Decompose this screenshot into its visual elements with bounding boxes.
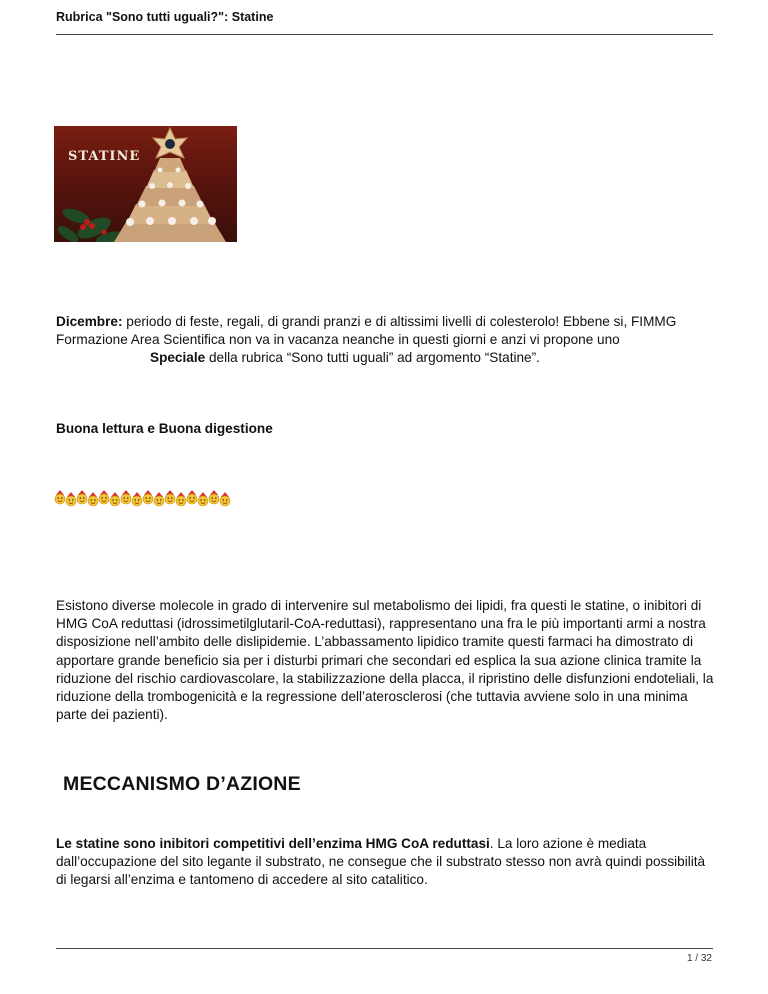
footer-divider (56, 948, 713, 949)
smiley-face-icon (88, 492, 98, 506)
header-divider (56, 34, 713, 35)
section-lead: Le statine sono inibitori competitivi dell’enzima HMG CoA reduttasi (56, 836, 490, 851)
section-heading: MECCANISMO D’AZIONE (63, 773, 301, 795)
intro-lead: Dicembre: (56, 314, 123, 329)
smiley-face-icon (187, 490, 197, 504)
smiley-row (54, 490, 232, 508)
smiley-face-icon (165, 490, 175, 504)
smiley-face-icon (99, 490, 109, 504)
smiley-face-icon (77, 490, 87, 504)
smiley-face-icon (55, 490, 65, 504)
smiley-face-icon (198, 492, 208, 506)
intro-paragraph (56, 313, 716, 368)
smiley-face-icon (143, 490, 153, 504)
smiley-face-icon (176, 492, 186, 506)
body-paragraph: Esistono diverse molecole in grado di intervenire sul metabolismo dei lipidi, fra questi le statine, o inibitori di HMG CoA reduttasi (idrossimetilglutaril-CoA-reduttasi), rappresentano una fra le più importanti armi a nostra disposizione nell’ambito delle dislipidemie. L’abbassamento lipidico tramite questi farmaci ha dimostrato di apportare grande beneficio sia per i disturbi primari che secondari ed esplica la sua azione clinica tramite la riduzione del rischio cardiovascolare, la stabilizzazione della placca, il ripristino delle disfunzioni endoteliali, la riduzione della trombogenicità e la regressione dell’aterosclerosi (che tuttavia avviene solo in una minima parte dei pazienti). (56, 598, 714, 723)
christmas-cake-illustration (54, 126, 237, 242)
smiley-face-icon (220, 492, 230, 506)
intro-text-1: periodo di feste, regali, di grandi pranzi e di altissimi livelli di colesterolo! Ebbene si, FIMMG Formazione Area Scientifica non va in vacanza neanche in questi giorni e anzi vi propone uno (56, 314, 677, 348)
intro-speciale: Speciale (150, 350, 206, 366)
greeting-line (56, 420, 716, 438)
section-text: . La loro azione è mediata dall’occupazione del sito legante il substrato, ne consegue che il substrato stesso non avrà quindi possibilità di legarsi all’enzima e tantomeno di accedere al sito catalitico. (56, 836, 706, 888)
smiley-face-icon-row (54, 490, 232, 508)
greeting-text: Buona lettura e Buona digestione (56, 421, 273, 436)
smiley-face-icon (66, 492, 76, 506)
smiley-face-icon (154, 492, 164, 506)
hero-label: STATINE (68, 149, 141, 164)
smiley-face-icon (209, 490, 219, 504)
smiley-face-icon (110, 492, 120, 506)
page-header-title: Rubrica "Sono tutti uguali?": Statine (56, 10, 274, 24)
hero-image (54, 126, 237, 242)
smiley-face-icon (121, 490, 131, 504)
section-paragraph (56, 835, 716, 890)
page-number: 1 / 32 (686, 953, 712, 964)
smiley-face-icon (132, 492, 142, 506)
intro-text-2: della rubrica “Sono tutti uguali” ad argomento “Statine”. (205, 350, 540, 366)
